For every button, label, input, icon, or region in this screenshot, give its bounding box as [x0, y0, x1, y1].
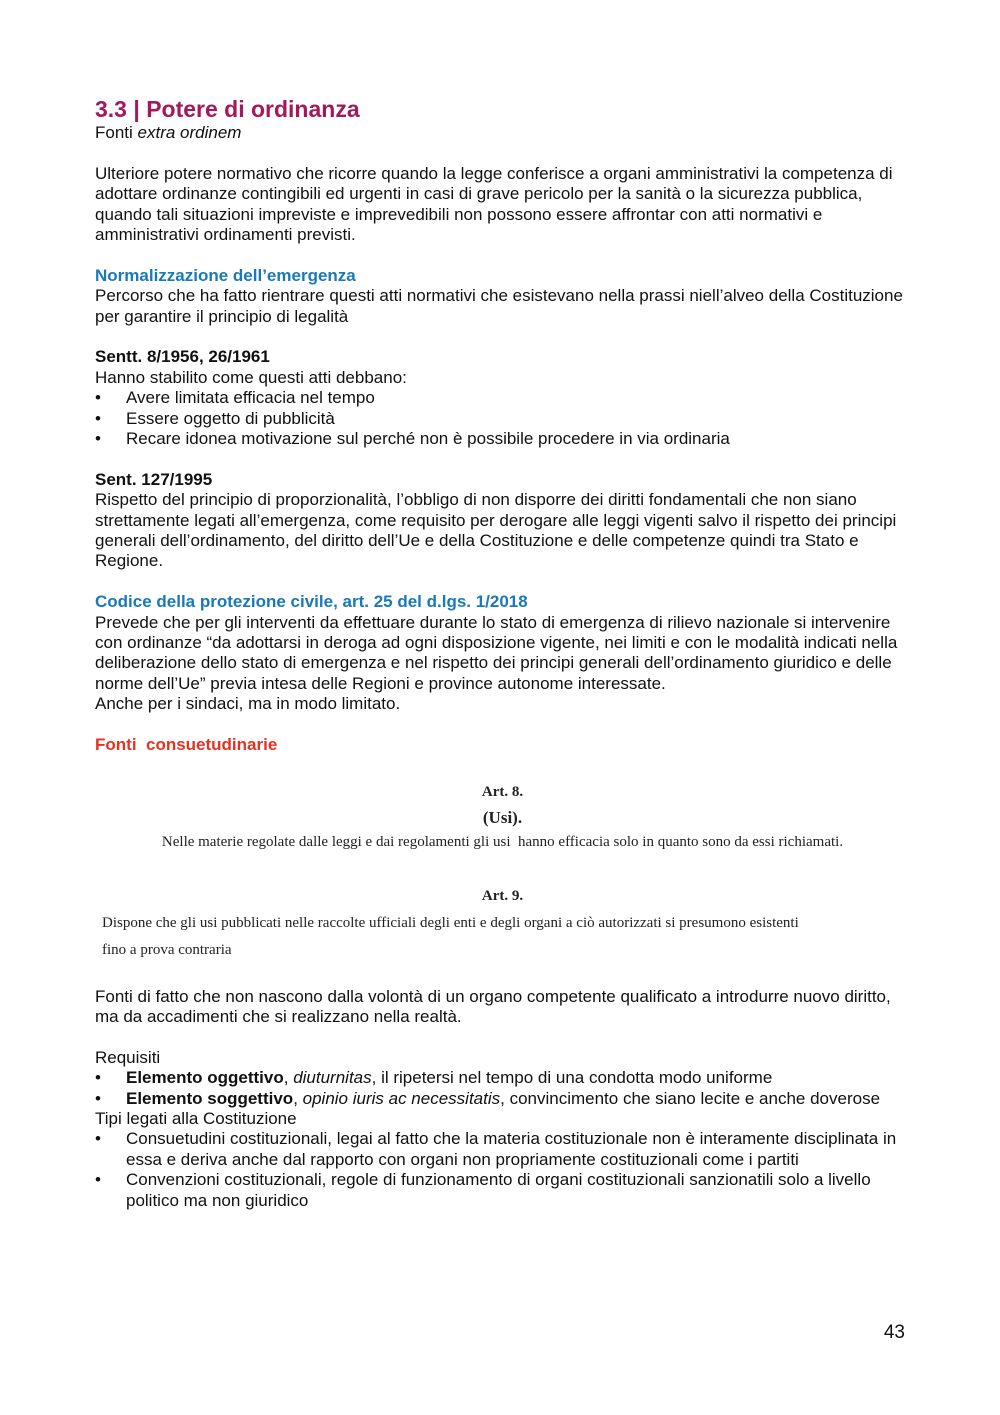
bullet-icon: •	[95, 429, 101, 449]
art-8-title: Art. 8.	[481, 783, 524, 800]
list-item-text: Consuetudini costituzionali, legai al fatto che la materia costituzionale non è interamente disciplinata in essa e deriva anche dal rapporto con organi non propriamente costituzionali come i partiti	[126, 1129, 897, 1169]
spacer	[95, 572, 910, 592]
art-9-line-2: fino a prova contraria	[102, 941, 232, 958]
normalizzazione-heading: Normalizzazione dell’emergenza	[95, 265, 356, 285]
list-item	[95, 1089, 910, 1109]
intro-paragraph: Ulteriore potere normativo che ricorre quando la legge conferisce a organi amministrativi la competenza di adottare ordinanze contingibili ed urgenti in casi di grave pericolo per la sanità o la sicurezza pubblica, quando tali situazioni impreviste e imprevedibili non possono essere affrontar con atti normativi e amministrativi ordinamenti previsti.	[95, 163, 893, 245]
bullet-icon: •	[95, 1068, 101, 1088]
spacer	[95, 1027, 910, 1047]
subtitle-prefix: Fonti	[95, 123, 133, 142]
subtitle-italic: extra ordinem	[137, 123, 242, 142]
spacer	[95, 715, 910, 735]
requisito-rest: , convincimento che siano lecite e anche doverose	[500, 1088, 881, 1108]
requisito-sep: ,	[283, 1068, 294, 1088]
spacer	[95, 143, 910, 163]
bullet-icon: •	[95, 408, 101, 428]
requisito-italic: diuturnitas	[293, 1068, 372, 1088]
bullet-icon: •	[95, 388, 101, 408]
art-8-text: Nelle materie regolate dalle leggi e dai regolamenti gli usi hanno efficacia solo in quanto sono da essi richiamati.	[161, 833, 844, 850]
list-item	[95, 1170, 910, 1211]
list-item	[95, 1068, 910, 1088]
tipi-heading: Tipi legati alla Costituzione	[95, 1108, 297, 1128]
art-9-line-1: Dispone che gli usi pubblicati nelle raccolte ufficiali degli enti e degli organi a ciò autorizzati si presumono esistenti	[102, 914, 799, 931]
sentenze-1956-heading: Sentt. 8/1956, 26/1961	[95, 347, 270, 367]
bullet-icon: •	[95, 1129, 101, 1149]
sentenze-1956-intro: Hanno stabilito come questi atti debbano:	[95, 367, 407, 387]
sentenza-1995-paragraph: Rispetto del principio di proporzionalità, l’obbligo di non disporre dei diritti fondamentali che non siano strettamente legati all’emergenza, come requisito per derogare alle leggi vigenti salvo il rispetto dei principi generali dell’ordinamento, del diritto dell’Ue e della Costituzione e delle competenze quindi tra Stato e Regione.	[95, 490, 897, 571]
requisito-bold: Elemento oggettivo	[126, 1068, 284, 1088]
section-subtitle	[95, 123, 910, 143]
spacer	[95, 960, 910, 987]
document-page	[95, 95, 910, 1211]
sentenze-1956-list	[95, 388, 910, 449]
requisiti-heading: Requisiti	[95, 1047, 161, 1067]
consuetudinarie-heading: Fonti consuetudinarie	[95, 735, 278, 755]
spacer	[95, 327, 910, 347]
list-item-text: Essere oggetto di pubblicità	[126, 408, 335, 428]
spacer	[95, 245, 910, 265]
codice-note: Anche per i sindaci, ma in modo limitato.	[95, 694, 401, 714]
art-8-block	[95, 782, 910, 852]
normalizzazione-paragraph: Percorso che ha fatto rientrare questi atti normativi che esistevano nella prassi niell’alveo della Costituzione per garantire il principio di legalità	[95, 286, 903, 326]
list-item	[95, 429, 910, 449]
bullet-icon: •	[95, 1170, 101, 1190]
codice-heading: Codice della protezione civile, art. 25 del d.lgs. 1/2018	[95, 592, 528, 612]
art-8-subtitle: (Usi).	[482, 807, 523, 827]
codice-paragraph: Prevede che per gli interventi da effettuare durante lo stato di emergenza di rilievo nazionale si intervenire con ordinanze “da adottarsi in deroga ad ogni disposizione vigente, nei limiti e con le modalità indicati nella deliberazione dello stato di emergenza e nel rispetto dei principi generali dell’ordinamento giuridico e delle norme dell’Ue” previa intesa delle Regioni e province autonome interessate.	[95, 612, 898, 693]
list-item	[95, 388, 910, 408]
requisito-italic: opinio iuris ac necessitatis	[302, 1088, 501, 1108]
list-item-text: Avere limitata efficacia nel tempo	[126, 388, 375, 408]
art-9-title: Art. 9.	[481, 887, 524, 904]
list-item-text: Recare idonea motivazione sul perché non è possibile procedere in via ordinaria	[126, 429, 730, 449]
sentenza-1995-heading: Sent. 127/1995	[95, 469, 213, 489]
list-item	[95, 1129, 910, 1170]
list-item-text: Convenzioni costituzionali, regole di funzionamento di organi costituzionali sanzionatili solo a livello politico ma non giuridico	[126, 1170, 871, 1210]
requisiti-list	[95, 1068, 910, 1109]
spacer	[95, 449, 910, 469]
page-number: 43	[883, 1322, 905, 1343]
section-title: 3.3 | Potere di ordinanza	[95, 96, 360, 122]
tipi-list	[95, 1129, 910, 1211]
requisito-bold: Elemento soggettivo	[126, 1088, 294, 1108]
art-9-block	[95, 886, 910, 960]
list-item	[95, 409, 910, 429]
fonti-fatto-paragraph: Fonti di fatto che non nascono dalla volontà di un organo competente qualificato a introdurre nuovo diritto, ma da accadimenti che si realizzano nella realtà.	[95, 986, 891, 1026]
requisito-sep: ,	[293, 1088, 303, 1108]
requisito-rest: , il ripetersi nel tempo di una condotta modo uniforme	[371, 1068, 773, 1088]
bullet-icon: •	[95, 1088, 101, 1108]
